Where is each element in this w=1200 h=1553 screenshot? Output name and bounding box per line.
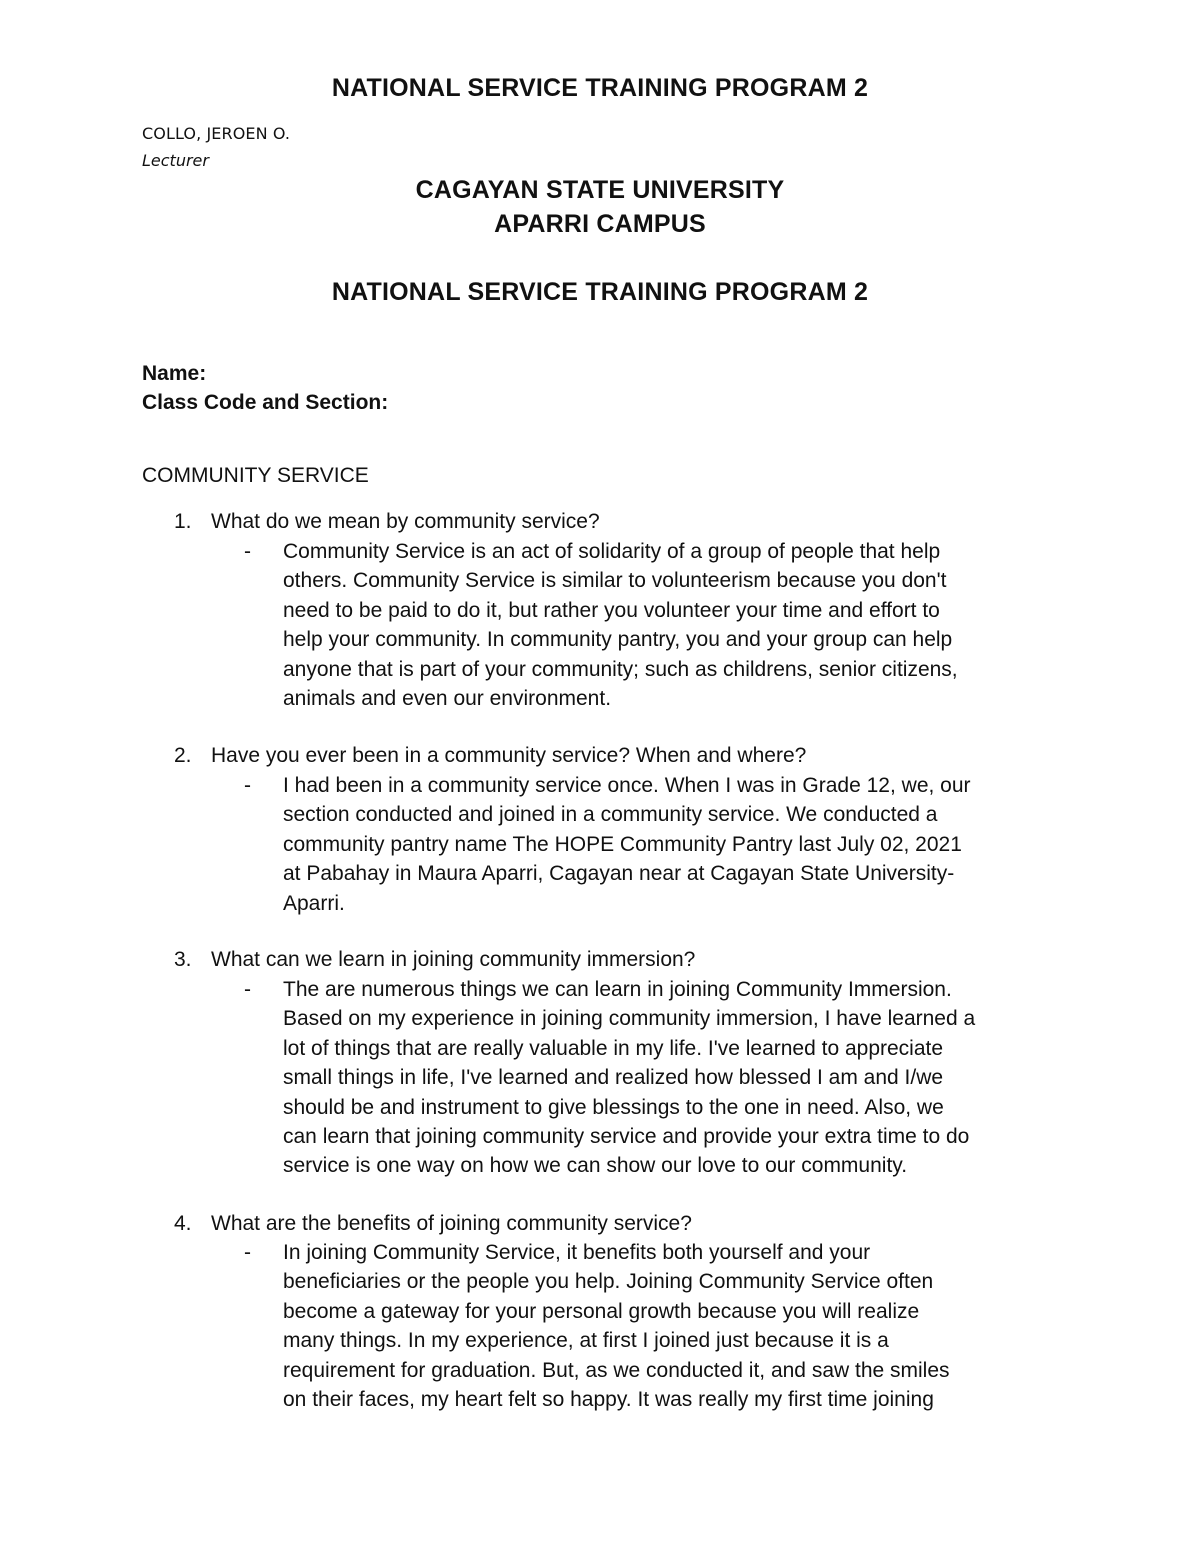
answer-line: should be and instrument to give blessings to the one in need. Also, we	[283, 1095, 944, 1119]
answer-line: I had been in a community service once. When I was in Grade 12, we, our	[283, 774, 971, 797]
section-heading: COMMUNITY SERVICE	[142, 464, 369, 487]
answer-line: others. Community Service is similar to volunteerism because you don't	[283, 569, 947, 593]
answer-dash: -	[244, 978, 251, 1001]
answer-line: requirement for graduation. But, as we conducted it, and saw the smiles	[283, 1358, 950, 1382]
answer-line: Community Service is an act of solidarity of a group of people that help	[283, 540, 941, 563]
answer-1	[244, 537, 1074, 713]
answer-4	[244, 1238, 1074, 1414]
question-number: 4.	[174, 1212, 192, 1235]
question-4	[174, 1209, 692, 1238]
lecturer-name: COLLO, JEROEN O.	[142, 124, 291, 143]
answer-line: help your community. In community pantry, you and your group can help	[283, 628, 953, 652]
university-name: CAGAYAN STATE UNIVERSITY	[415, 176, 785, 204]
answer-line: need to be paid to do it, but rather you volunteer your time and effort to	[283, 598, 940, 622]
answer-dash: -	[244, 1241, 251, 1264]
question-2	[174, 741, 806, 770]
answer-line: on their faces, my heart felt so happy. It was really my first time joining	[283, 1388, 934, 1412]
question-number: 3.	[174, 948, 192, 971]
course-title: NATIONAL SERVICE TRAINING PROGRAM 2	[331, 278, 869, 306]
answer-line: at Pabahay in Maura Aparri, Cagayan near at Cagayan State University-	[283, 862, 955, 886]
answer-dash: -	[244, 540, 251, 563]
answer-dash: -	[244, 774, 251, 797]
class-code-section-label: Class Code and Section:	[142, 391, 389, 414]
campus-name: APARRI CAMPUS	[494, 210, 706, 238]
top-title: NATIONAL SERVICE TRAINING PROGRAM 2	[331, 74, 869, 102]
answer-line: animals and even our environment.	[283, 687, 612, 711]
answer-line: small things in life, I've learned and realized how blessed I am and I/we	[283, 1066, 944, 1090]
answer-line: In joining Community Service, it benefits both yourself and your	[283, 1241, 871, 1264]
question-text: What can we learn in joining community immersion?	[211, 948, 696, 971]
question-text: Have you ever been in a community service? When and where?	[211, 744, 807, 767]
answer-line: community pantry name The HOPE Community Pantry last July 02, 2021	[283, 832, 962, 856]
question-number: 1.	[174, 510, 192, 533]
question-text: What do we mean by community service?	[211, 510, 600, 533]
answer-line: anyone that is part of your community; such as childrens, senior citizens,	[283, 657, 958, 681]
answer-line: lot of things that are really valuable in my life. I've learned to appreciate	[283, 1036, 944, 1060]
answer-line: service is one way on how we can show our love to our community.	[283, 1154, 908, 1178]
answer-line: The are numerous things we can learn in joining Community Immersion.	[283, 978, 952, 1001]
answer-line: section conducted and joined in a community service. We conducted a	[283, 803, 938, 827]
answer-line: beneficiaries or the people you help. Joining Community Service often	[283, 1270, 934, 1294]
answer-line: many things. In my experience, at first I joined just because it is a	[283, 1329, 889, 1353]
answer-line: Based on my experience in joining community immersion, I have learned a	[283, 1007, 976, 1031]
question-1	[174, 507, 600, 536]
answer-line: Aparri.	[283, 891, 345, 915]
question-number: 2.	[174, 744, 192, 767]
answer-line: can learn that joining community service and provide your extra time to do	[283, 1125, 970, 1149]
lecturer-role: Lecturer	[142, 151, 209, 170]
question-text: What are the benefits of joining community service?	[211, 1212, 692, 1235]
answer-line: become a gateway for your personal growth because you will realize	[283, 1299, 920, 1323]
answer-3	[244, 975, 1074, 1181]
name-label: Name:	[142, 362, 207, 385]
answer-2	[244, 771, 1074, 918]
question-3	[174, 945, 695, 974]
